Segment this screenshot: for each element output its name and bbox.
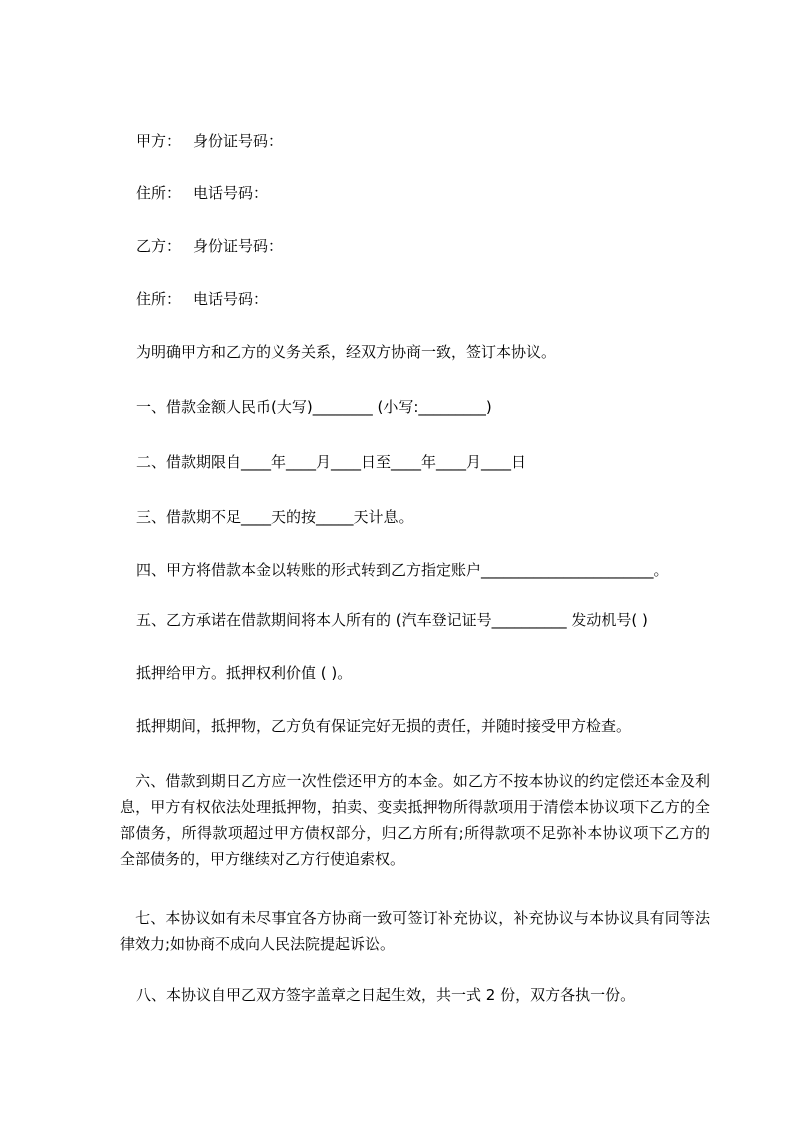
clause-1-loan-amount: 一、借款金额人民币(大写)________ (小写:_________): [136, 398, 492, 416]
party-b-address-line: [136, 289, 268, 309]
clause-8-effective: 八、本协议自甲乙双方签字盖章之日起生效，共一式 2 份，双方各执一份。: [136, 986, 636, 1004]
clause-2-loan-term: 二、借款期限自____年____月____日至____年____月____日: [136, 453, 527, 471]
clause-5-continuation-2: 抵押期间，抵押物，乙方负有保证完好无损的责任，并随时接受甲方检查。: [136, 717, 632, 735]
party-a-line: [136, 131, 283, 151]
preamble: 为明确甲方和乙方的义务关系，经双方协商一致，签订本协议。: [136, 343, 557, 361]
party-b-line: [136, 236, 283, 256]
party-a-id-label: 身份证号码：: [193, 132, 284, 150]
party-b-phone-label: 电话号码：: [193, 290, 269, 308]
party-a-address-label: 住所：: [136, 184, 182, 202]
clause-5-continuation-1: 抵押给甲方。抵押权利价值 ( )。: [136, 664, 353, 682]
clause-7-supplement: 七、本协议如有未尽事宜各方协商一致可签订补充协议，补充协议与本协议具有同等法律效力;如协商不成向人民法院提起诉讼。: [120, 909, 710, 953]
party-a-address-line: [136, 183, 268, 203]
party-a-phone-label: 电话号码：: [193, 184, 269, 202]
clause-6-repayment: 六、借款到期日乙方应一次性偿还甲方的本金。如乙方不按本协议的约定偿还本金及利息，甲方有权依法处理抵押物，拍卖、变卖抵押物所得款项用于清偿本协议项下乙方的全部债务，所得款项超过甲方债权部分，归乙方所有;所得款项不足弥补本协议项下乙方的全部债务的，甲方继续对乙方行使追索权。: [120, 772, 710, 868]
clause-3-interest: 三、借款期不足____天的按_____天计息。: [136, 508, 414, 526]
party-b-address-label: 住所：: [136, 290, 182, 308]
party-b-label: 乙方：: [136, 237, 182, 255]
party-b-id-label: 身份证号码：: [193, 237, 284, 255]
clause-4-transfer: 四、甲方将借款本金以转账的形式转到乙方指定账户_______________________。: [136, 561, 669, 579]
clause-5-collateral: 五、乙方承诺在借款期间将本人所有的 (汽车登记证号__________ 发动机号( ): [136, 611, 648, 629]
party-a-label: 甲方：: [136, 132, 182, 150]
